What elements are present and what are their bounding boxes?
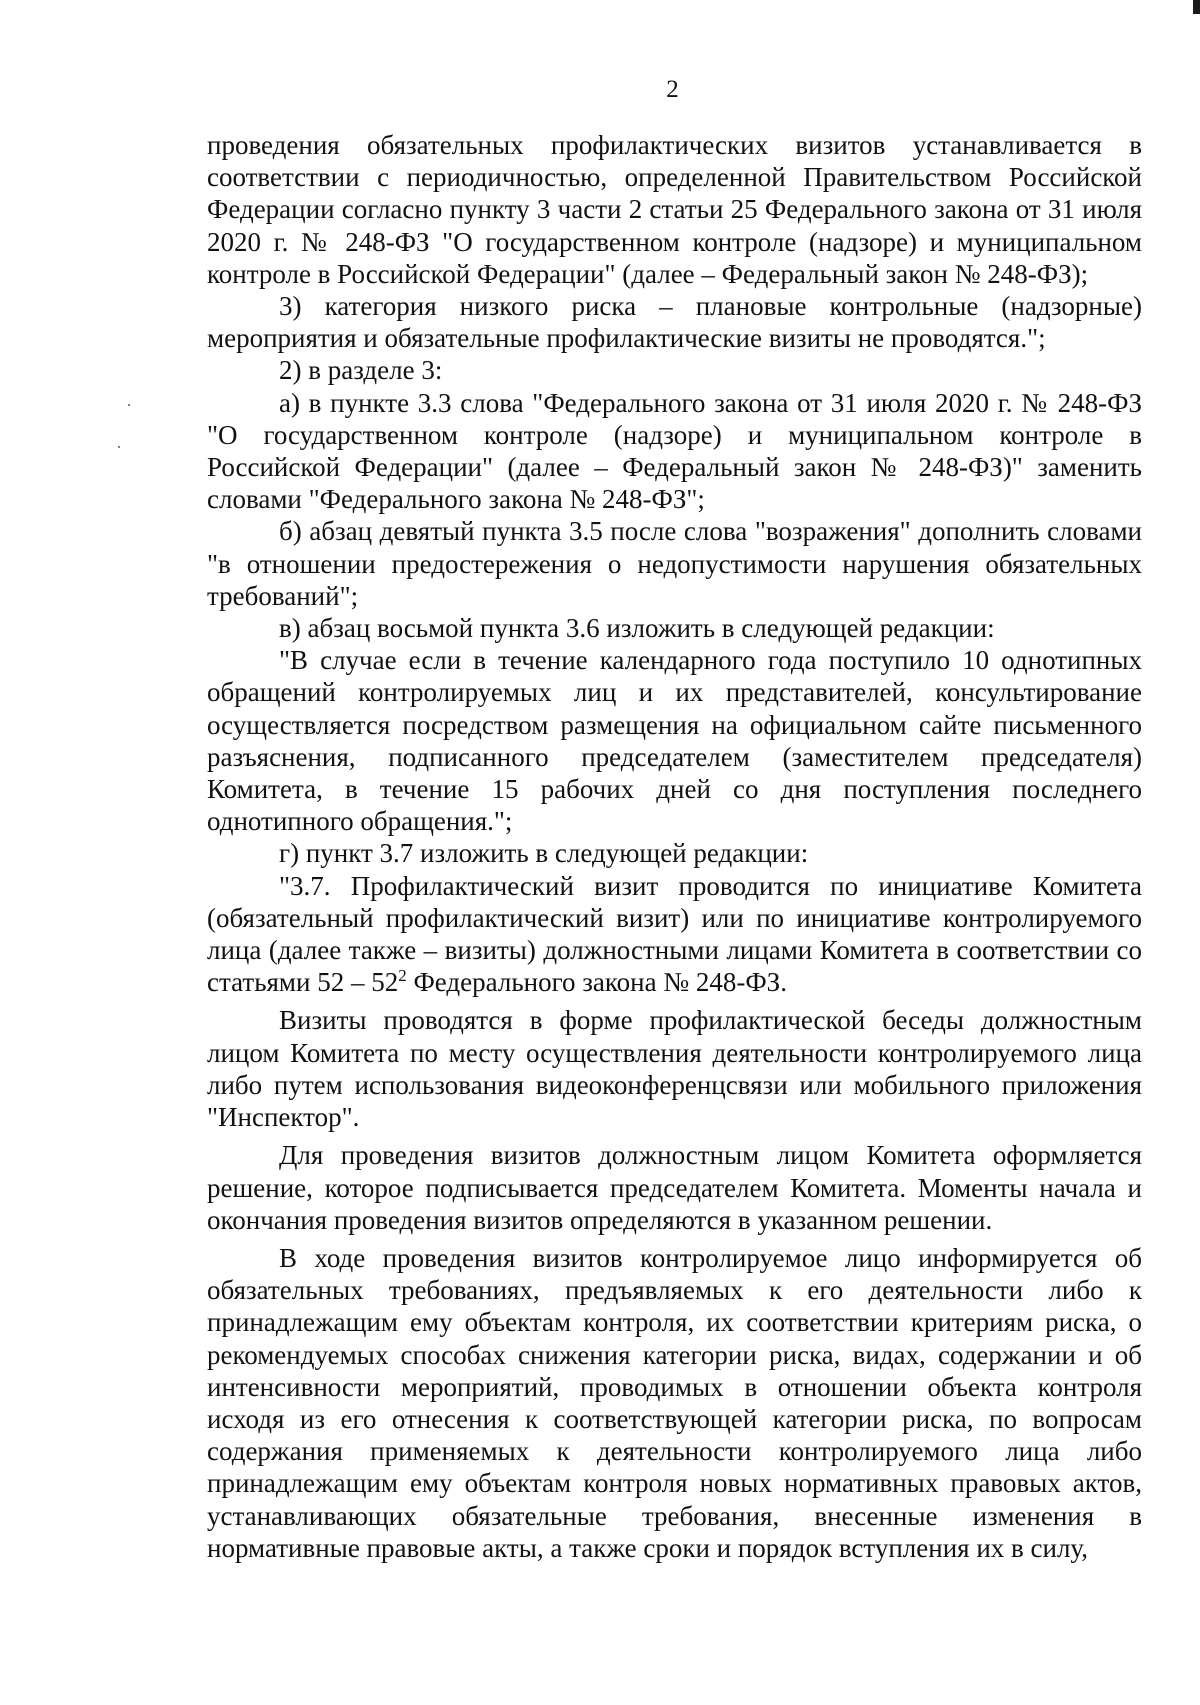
scan-artifact-dot [118, 446, 120, 448]
paragraph-item-3: 3) категория низкого риска – плановые контрольные (надзорные) мероприятия и обязательные профилактические визиты не проводятся."; [207, 291, 1142, 354]
paragraph-section-3: 2) в разделе 3: [279, 355, 443, 386]
paragraph-continuation: проведения обязательных профилактических визитов устанавливается в соответствии с периодичностью, определенной Правительством Российской Федерации согласно пункту 3 части 2 статьи 25 Федерального закона от 31 июля 2020 г. № 248-ФЗ "О государственном контроле (надзоре) и муниципальном контроле в Российской Федерации" (далее – Федеральный закон № 248-ФЗ); [207, 130, 1142, 289]
p37-text-end: Федерального закона № 248-ФЗ. [406, 967, 787, 998]
scan-artifact-mark [1193, 0, 1200, 14]
document-body [207, 129, 1142, 1564]
paragraph-quote-3-7 [207, 870, 1142, 999]
p37-superscript: 2 [398, 966, 407, 986]
paragraph-subitem-b: б) абзац девятый пункта 3.5 после слова "возражения" дополнить словами "в отношении предостережения о недопустимости нарушения обязательных требований"; [207, 516, 1142, 611]
p37-text-start: "3.7. Профилактический визит проводится по инициативе Комитета (обязательный профилактический визит) или по инициативе контролируемого лица (далее также – визиты) должностными лицами Комитета в соответствии со статьями 52 – 52 [207, 870, 1142, 998]
paragraph-subitem-g: г) пункт 3.7 изложить в следующей редакции: [279, 838, 809, 869]
paragraph-quote-3-6: "В случае если в течение календарного года поступило 10 однотипных обращений контролируемых лиц и их представителей, консультирование осуществляется посредством размещения на официальном сайте письменного разъяснения, подписанного председателем (заместителем председателя) Комитета, в течение 15 рабочих дней со дня поступления последнего однотипного обращения."; [207, 645, 1142, 837]
paragraph-subitem-a: а) в пункте 3.3 слова "Федерального закона от 31 июля 2020 г. № 248-ФЗ "О государственном контроле (надзоре) и муниципальном контроле в Российской Федерации" (далее – Федеральный закон № 248-ФЗ)" заменить словами "Федерального закона № 248-ФЗ"; [207, 387, 1142, 515]
paragraph-visits-form: Визиты проводятся в форме профилактической беседы должностным лицом Комитета по месту осуществления деятельности контролируемого лица либо путем использования видеоконференцсвязи или мобильного приложения "Инспектор". [207, 1005, 1142, 1133]
paragraph-visits-decision: Для проведения визитов должностным лицом Комитета оформляется решение, которое подписывается председателем Комитета. Моменты начала и окончания проведения визитов определяются в указанном решении. [207, 1140, 1142, 1235]
paragraph-subitem-v: в) абзац восьмой пункта 3.6 изложить в следующей редакции: [279, 613, 995, 644]
scan-artifact-dot [128, 404, 130, 406]
page-number: 2 [666, 76, 679, 103]
paragraph-visits-informing: В ходе проведения визитов контролируемое лицо информируется об обязательных требованиях, предъявляемых к его деятельности либо к принадлежащим ему объектам контроля, их соответствии критериям риска, о рекомендуемых способах снижения категории риска, видах, содержании и об интенсивности мероприятий, проводимых в отношении объекта контроля исходя из его отнесения к соответствующей категории риска, по вопросам содержания применяемых к деятельности контролируемого лица либо принадлежащим ему объектам контроля новых нормативных правовых актов, устанавливающих обязательные требования, внесенные изменения в нормативные правовые акты, а также сроки и порядок вступления их в силу, [207, 1242, 1142, 1563]
